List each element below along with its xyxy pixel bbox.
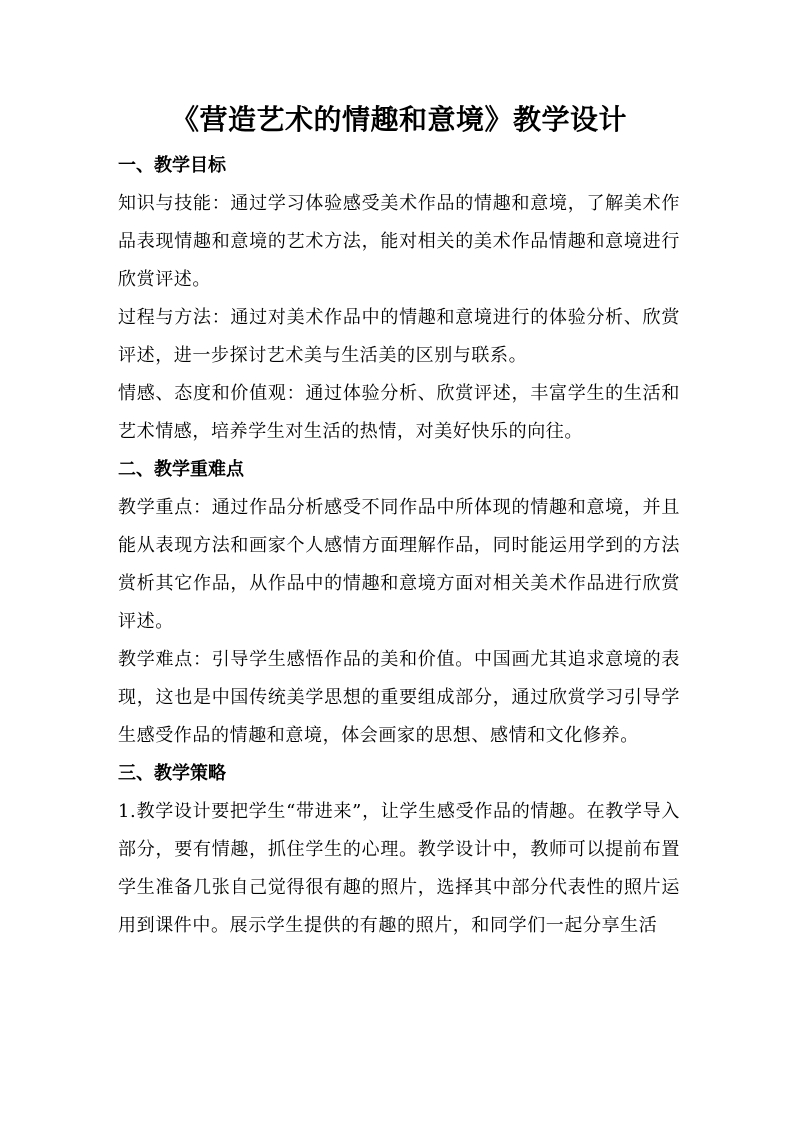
- paragraph-emotion-values: 情感、态度和价值观：通过体验分析、欣赏评述，丰富学生的生活和艺术情感，培养学生对生活的热情，对美好快乐的向往。: [118, 383, 680, 442]
- paragraph-teaching-focus: 教学重点：通过作品分析感受不同作品中所体现的情趣和意境，并且能从表现方法和画家个人感情方面理解作品，同时能运用学到的方法赏析其它作品，从作品中的情趣和意境方面对相关美术作品进行欣赏评述。: [118, 497, 680, 632]
- document-page: [118, 95, 680, 945]
- paragraph-knowledge-skills: 知识与技能：通过学习体验感受美术作品的情趣和意境，了解美术作品表现情趣和意境的艺术方法，能对相关的美术作品情趣和意境进行欣赏评述。: [118, 193, 680, 290]
- paragraph-process-methods: 过程与方法：通过对美术作品中的情趣和意境进行的体验分析、欣赏评述，进一步探讨艺术美与生活美的区别与联系。: [118, 307, 680, 366]
- document-title: 《营造艺术的情趣和意境》教学设计: [170, 103, 627, 136]
- paragraph-teaching-difficulty: 教学难点：引导学生感悟作品的美和价值。中国画尤其追求意境的表现，这也是中国传统美学思想的重要组成部分，通过欣赏学习引导学生感受作品的情趣和意境，体会画家的思想、感情和文化修养。: [118, 649, 680, 746]
- paragraph-strategy-1: 1.教学设计要把学生“带进来”，让学生感受作品的情趣。在教学导入部分，要有情趣，抓住学生的心理。教学设计中，教师可以提前布置学生准备几张自己觉得很有趣的照片，选择其中部分代表性的照片运用到课件中。展示学生提供的有趣的照片，和同学们一起分享生活: [118, 801, 680, 936]
- section-heading-strategy: 三、教学策略: [118, 763, 226, 784]
- section-heading-objectives: 一、教学目标: [118, 155, 226, 176]
- section-heading-key-points: 二、教学重难点: [118, 459, 244, 480]
